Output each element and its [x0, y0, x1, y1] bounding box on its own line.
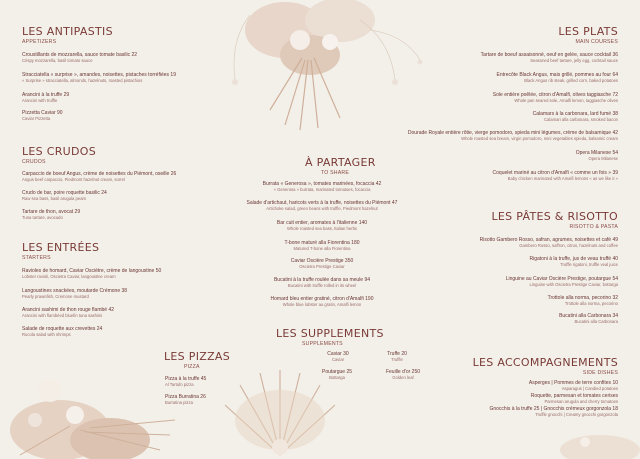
- menu-item: Entrecôte Black Angus, mais grillé, pommes au four 64 Black Angus rib steak, grilled corn, baked potatoes: [496, 72, 618, 83]
- menu-item: Caviar Oscière Prestige 350 Oscietra Prestige Caviar: [290, 258, 354, 269]
- bottom-right-floral-decoration-icon: [560, 420, 640, 459]
- menu-item: Pizzetta Caviar 90 Caviar Pizzetta: [22, 110, 63, 121]
- section-subtitle-antipasti: APPETIZERS: [22, 39, 57, 45]
- menu-item: Dourade Royale entière rôtie, vierge pomodoro, spieda mini légumes, crème de balsamique 42 Whole roasted sea bream, virgin pomodoro, mini vegetables spieda, balsamic cream: [407, 130, 618, 141]
- menu-item: Langoustines snackées, moutarde Crémone 38 Pearly prawnfish, Cremone mustard: [22, 288, 128, 299]
- section-subtitle-pizzas: PIZZA: [184, 364, 200, 370]
- menu-item: Risotto Gambero Rosso, safran, agrumes, noisettes et café 49 Gambero Rosso, saffron, citrus, hazelnuts and coffee: [479, 237, 618, 248]
- section-title-antipasti: LES ANTIPASTIS: [22, 25, 113, 38]
- menu-item: Tartare de thon, avocat 29 Tuna tartare, avocado: [22, 209, 81, 220]
- menu-item: Poutargue 25 Bottarga: [321, 369, 353, 380]
- top-floral-decoration-icon: [190, 0, 440, 140]
- section-title-partager: À PARTAGER: [305, 156, 376, 169]
- menu-item: Carpaccio de boeuf Angus, crème de noisettes du Piémont, oseille 26 Angus beef carpaccio, Piedmont hazelnut cream, sorrel: [22, 171, 177, 182]
- menu-item: Salade de roquette aux crevettes 24 Rucola salad with shrimps: [22, 326, 103, 337]
- section-title-supplements: LES SUPPLEMENTS: [276, 327, 384, 340]
- menu-item: Tartare de boeuf assaisonné, oeuf en gelée, sauce cocktail 36 Seasoned beef tartare, jelly egg, cocktail sauce: [480, 52, 618, 63]
- menu-item: Truffe 20 Truffle: [387, 351, 407, 362]
- menu-item: Calamars à la carbonara, lard fumé 38 Calamari alla carbonara, smoked bacon: [532, 111, 618, 122]
- section-subtitle-plats: MAIN COURSES: [575, 39, 618, 45]
- section-title-plats: LES PLATS: [558, 25, 618, 38]
- menu-item: T-bone maturé alla Fiorentina 180 Matured T-bone alla Fiorentina: [284, 240, 360, 251]
- section-title-pates: LES PÂTES & RISOTTO: [491, 210, 618, 223]
- menu-item: Arancini sashimi de thon rouge flambé 42 Arancini with flambéed bluefin tuna sashimi: [22, 307, 114, 318]
- menu-item: Homard bleu entier gratiné, citron d'Amalfi 190 Whole blue lobster au gratin, Amalfi lemon: [270, 296, 374, 307]
- menu-item: Ravioles de homard, Caviar Osciètre, crème de langoustine 50 Lobster ravioli, Oscietra Caviar, langoustine cream: [22, 268, 162, 279]
- menu-item: Gnocchis à la truffe 25 | Gnocchis crémeux gorgonzola 18 Truffle gnocchi | Creamy gnocchi gorgonzola: [489, 406, 618, 417]
- section-subtitle-entrees: STARTERS: [22, 255, 51, 261]
- menu-item: Bucatini alla Carbonara 34 Bucatini alla Carbonara: [559, 313, 618, 324]
- menu-item: Trottole alla norma, pecorino 32 Trottole alla norma, pecorino: [547, 295, 618, 306]
- menu-item: Sole entière poêlée, citron d'Amalfi, olives taggiasche 72 Whole pan seared sole, Amalfi lemon, taggiasche olives: [492, 92, 618, 103]
- section-subtitle-pates: RISOTTO & PASTA: [569, 224, 618, 230]
- menu-item: Caviar 30 Caviar: [327, 351, 349, 362]
- menu-item: Pizza Burratina 26 Burratina pizza: [165, 394, 206, 405]
- section-subtitle-crudos: CRUDOS: [22, 159, 46, 165]
- section-subtitle-partager: TO SHARE: [321, 170, 350, 176]
- bottom-left-floral-decoration-icon: [0, 360, 200, 459]
- menu-item: Opera Milanese 54 Opera Milanese: [575, 150, 618, 161]
- menu-item: Roquette, parmesan et tomates cerises Parmesan arugula and cherry tomatoes: [530, 393, 618, 404]
- section-title-crudos: LES CRUDOS: [22, 145, 97, 158]
- menu-item: Bucatini à la truffe roulée dans sa meule 94 Bucatini with truffle rolled in its wheel: [273, 277, 371, 288]
- section-subtitle-accompagnements: SIDE DISHES: [582, 370, 618, 376]
- menu-item: Croustillants de mozzarella, sauce tomate basilic 22 Crispy mozzarella, basil tomato sauce: [22, 52, 138, 63]
- menu-item: Pizza à la truffe 45 Al Tartufo pizza: [165, 376, 207, 387]
- menu-item: Stracciatella « surprise », amandes, noisettes, pistaches torréfiées 19 « Surprise » stracciatella, almonds, hazelnuts, roasted pistachios: [22, 72, 176, 83]
- section-title-entrees: LES ENTRÉES: [22, 241, 100, 254]
- section-title-accompagnements: LES ACCOMPAGNEMENTS: [472, 356, 618, 369]
- menu-item: Coquelet mariné au citron d'Amalfi « comme un fois » 39 Baby chicken marinated with Amalfi lemons « as we like it »: [492, 170, 618, 181]
- menu-item: Burrata « Generosa », tomates marinées, focaccia 42 « Generosa » burrata, marinated tomatoes, focaccia: [262, 181, 382, 192]
- menu-item: Rigatoni à la truffe, jus de veau truffé 40 Truffle rigatoni, truffle veal juice: [529, 256, 618, 267]
- menu-item: Feuille d'or 250 Golden leaf: [385, 369, 421, 380]
- menu-item: Arancini à la truffe 29 Arancini with truffle: [22, 92, 70, 103]
- menu-item: Crudo de bar, poire roquette basilic 24 Raw sea bass, basil arugula pears: [22, 190, 107, 201]
- menu-item: Bar cuit entier, aromates à l'italienne 140 Whole roasted sea bass, Italian herbs: [276, 220, 368, 231]
- menu-item: Salade d'artichaut, haricots verts à la truffe, noisettes du Piémont 47 Artichoke salad, green beans with truffle, Piedmont hazelnut: [246, 200, 398, 211]
- menu-item: Asperges | Pommes de terre confites 10 Asparagus | Candied potatoes: [528, 380, 618, 391]
- section-subtitle-supplements: SUPPLEMENTS: [302, 341, 343, 347]
- menu-item: Linguine au Caviar Oscière Prestige, poutargue 54 Linguine with Oscietra Prestige Caviar, bottarga: [505, 276, 618, 287]
- section-title-pizzas: LES PIZZAS: [164, 350, 231, 363]
